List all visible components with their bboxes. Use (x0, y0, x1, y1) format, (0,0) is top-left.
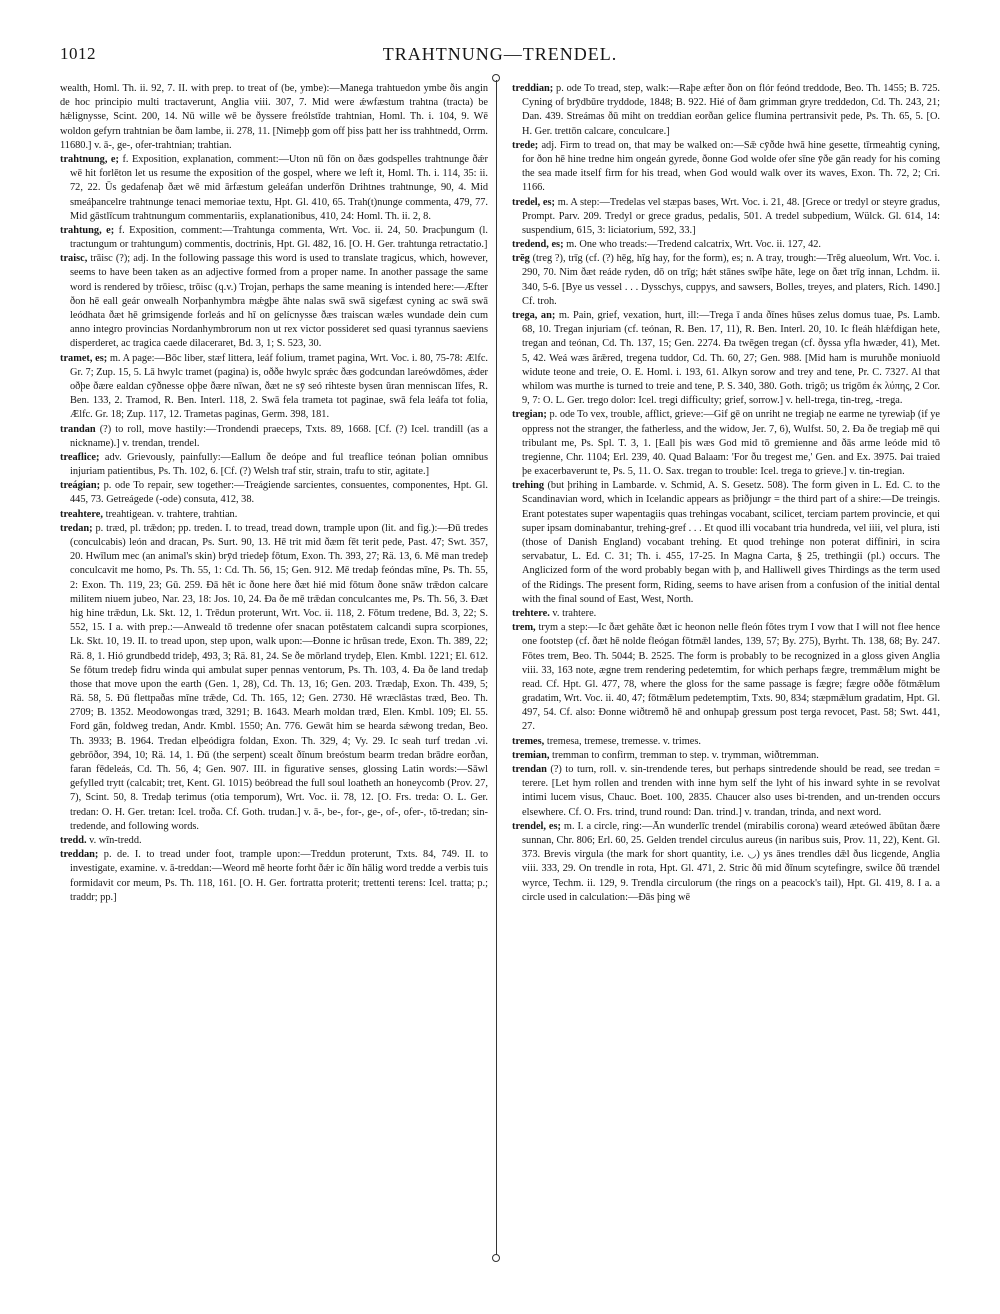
entry-text: p. ode To tread, step, walk:—Raþe æfter ðon on flór feónd treddode, Beo. Th. 1455; B. 725. Cyning of brȳdbūre tryddode, 1848; B. 922. Hié of ðam grimman gryre treddedon, Cd. Th. 243, 21; Dan. 439. Streámas ðū miht on treddian eorðan gelice flumina pertransivit pede, Ps. Th. 65, 5. [O. H. Ger. trettōn calcare, conculcare.] (522, 83, 940, 137)
entry-text: wealth, Homl. Th. ii. 92, 7. II. with prep. to treat of (be, ymbe):—Manega trahtuedon ymbe ðis angin de hoc principio multi tractaverunt, Anglia viii. 307, 7. Mid were ǽwfæstum trahtna (tracta) be hǽlignysse, Scint. 200, 14. Nū wille wē be ðyssere freólstīde trahtnian, Homl. Th. i. 104, 9. Wē woldon gefyrn trahtnian be ðam lambe, ii. 278, 11. [Nimeþþ gom off þiss þatt her iss trahhtnedd, Orrm. 11680.] v. ā-, ge-, ofer-trahtnian; trahtian. (60, 83, 488, 151)
headword: trēg (512, 253, 530, 265)
headword: treaflice; (60, 451, 100, 463)
dictionary-entry (512, 139, 940, 196)
entry-text: v. wīn-tredd. (89, 834, 142, 846)
page-number: 1012 (60, 44, 96, 63)
dictionary-entry (512, 408, 940, 479)
entry-text: adv. Grievously, painfully:—Eallum ðe deópe and ful treaflice teónan þolian omnibus injuriam patientibus, Ps. Th. 102, 6. [Cf. (?) Welsh traf stir, strain, trafu to stir, agitate.] (70, 451, 488, 478)
dictionary-entry (60, 479, 488, 507)
headword: tredend, es; (512, 239, 564, 251)
headword: tremes, (512, 735, 545, 747)
dictionary-entry (60, 252, 488, 351)
entry-text: m. A step:—Tredelas vel stæpas bases, Wrt. Voc. i. 21, 48. [Grece or tredyl or steyre gradus, Prompt. Parv. 209. Tredyl or grece gradus, pedalis, 501. A tredel subpedium, Wülck. Gl. 614, 14: suspendium, 615, 3: liciatorium, 592, 33.] (522, 196, 940, 236)
dictionary-entry (60, 352, 488, 423)
entry-text: trāisc (?); adj. In the following passage this word is used to translate tragicus, which, however, seems to have been taken as an adjective formed from a proper name. In another passage the same word is rendered by trōiesc, trōisc (q.v.) Trojan, perhaps the same meaning is intended here:—Æfter ðon hē eall geár onwealh Norþanhymbra mǽgþe āhte nalas swā swā sigefæst cyning ac swā swā leódhata ðæt hē grimsigende forleás and hī on gelícnysse ðæs traiscan wæles wundade dein cum anno integro provincias Nordanhymbrorum non ut rex victor possideret sed quasi tyrannus saeviens disperderet, ac tragica caede dilaceraret, Bd. 3, 1; S. 523, 30. (70, 253, 488, 350)
dictionary-entry (512, 621, 940, 735)
headword: trendel, es; (512, 820, 561, 832)
dictionary-entry (512, 252, 940, 309)
entry-text: v. trahtere. (552, 607, 597, 619)
entry-text: tremesa, tremese, tremesse. v. trimes. (546, 735, 702, 747)
headword: tredd. (60, 834, 87, 846)
left-column (60, 82, 488, 905)
entry-text: (but þrihing in Lambarde. v. Schmid, A. S. Gesetz. 508). The form given in L. Ed. C. to the Scandinavian word, which in Icelandic appears as þriðjungr = the third part of a shire:—De treingis. Erant potestates super wapentagiis quas trehingas vocabant, scilicet, terciam partem provincie, et qui super ipsam dominabantur, trehing-gref . . . Et quod illi vocabant tria hundreda, vel iiii, vel plura, isti (those of Danish England) vocabant trehing. Et quod trehinge non poterat diffiniri, in scira servabatur, L. Ed. C. 31; Th. i. 455, 17-25. In Magna Carta, § 25, trethingii (pl.) occurs. The Anglicized form of the word probably began with þ, and Halliwell gives Thirdings as the term used of the Ridings. The present form, Riding, seems to have arisen from a confusion of the initial dental with the final sound of East, West, North. (522, 480, 941, 605)
entry-text: trym a step:—Ic ðæt gehāte ðæt ic heonon nelle fleón fōtes trym I vow that I will not flee hence one footstep (cf. ðæt hē nolde fleógan fōtmǣl landes, 139, 57; By. 275), Byrht. Th. 138, 68; By. 247. Fōtes trem, Beo. Th. 5044; B. 2525. The form is probably to be recognized in a gloss given Anglia viii. 33, 163 note, ægne trem rendering pedetemtim, for which perhaps fægre, tremmǣlum might be read. Cf. Hpt. Gl. 477, 78, where the gloss for the same passage is fægre; fægre oððe fōtmǣlum gradatim, Wrt. Voc. ii. 40, 47; fōtmǣlum pedetemptim, Txts. 90, 834; stæpmǣlum gradatim, Hpt. Gl. 497, 54. Cf. also: Ðonne wiðtremð hē and onhupaþ gressum post terga revocet, Past. 58; Swt. 441, 27. (522, 622, 941, 733)
dictionary-entry (60, 224, 488, 252)
entry-text: m. I. a circle, ring:—Ān wunderlīc trendel (mirabilis corona) weard æteówed ābūtan ðære sunnan, Chr. 806; Erl. 60, 25. Gelden trendel circulus aureus (in naribus suis, Prov. 11, 22), Kent. Gl. 373. Brevis virgula (the mark for short quantity, i.e. ◡) ys ānes trendles dǣl ðus licgende, Anglia viii. 333, 29. On trendle in rota, Hpt. Gl. 471, 2. Stric ðū mid ðīnum scytefingre, swilce ðū trændel wyrce, Techm. ii. 129, 9. Trendla circulorum (the rings on a peacock's tail), Hpt. Gl. 419, 8. I a. a circle used in calculation:—Ðās þing wē (522, 820, 940, 903)
column-rule (496, 80, 497, 1255)
headword: treddian; (512, 83, 554, 94)
dictionary-entry (512, 763, 940, 820)
dictionary-entry (512, 479, 940, 607)
headword: trega, an; (512, 310, 556, 321)
page-header (60, 44, 940, 70)
entry-text: p. de. I. to tread under foot, trample upon:—Treddun proterunt, Txts. 84, 749. II. to investigate, examine. v. ā-treddan:—Weord mē heorte forht ðǽr ic ðīn hālig word tredde a verbis tuis formidavit cor meum, Ps. Th. 118, 161. [O. H. Ger. fortratta proterit; trettenti terens: Icel. tratta; p.; traddr; pp.] (70, 849, 488, 903)
headword: tredan; (60, 522, 93, 534)
entry-text: treahtigean. v. trahtere, trahtian. (105, 508, 238, 520)
dictionary-entry (512, 238, 940, 252)
headword: tredel, es; (512, 196, 555, 208)
entry-text: (?) to turn, roll. v. sin-trendende teres, but perhaps sintredende should be read, see tredan = terere. [Let hym rollen and trenden with inne hym self the lyht of his inward syhte in se revolvat intimi lucem visus, Chauc. Boet. 100, 2835. Chaucer also uses bi-trenden, and un-trenden occurs elsewhere. Cf. O. Frs. trind, trund round: Dan. trind.] v. trandan, trinda, and next word. (522, 764, 940, 818)
headword: trendan (512, 764, 547, 775)
dictionary-entry (512, 82, 940, 139)
running-title: TRAHTNUNG—TRENDEL. (382, 44, 618, 64)
headword: trem, (512, 622, 536, 634)
headword: trehtere. (512, 607, 550, 619)
entry-text: f. Exposition, explanation, comment:—Uton nū fōn on ðæs godspelles trahtnunge ðǽr wē hit forlēton let us resume the exposition of the gospel, where we left it, Homl. Th. i. 114, 35: ii. 72, 22. Ūs gedafenaþ ðæt wē mid ārfæstum geleáfan underfōn Drihtnes trahtnunge, 90, 4. Mid smeáþancelre trahtnunge tenaci memoriae textu, Hpt. Gl. 410, 65. Trah(t)nunge commenta, 479, 77. Mid gāstlīcum trahtnungum commentariis, explanationibus, 410, 24: Homl. Th. ii. 2, 8. (70, 153, 489, 222)
entry-text: (treg ?), trīg (cf. (?) hēg, hīg hay, for the form), es; n. A tray, trough:—Trēg alueolum, Wrt. Voc. i. 290, 70. Nim ðæt reáde ryden, dō on trīg; hǽt stānes swīþe hāte, lege on ðæt trīg innan, Lchdm. ii. 340, 5-6. [Bye us vessel . . . Dysschys, cuppys, and sawsers, Bolles, treyes, and platers, Rich. 1490.] Cf. troh. (522, 253, 940, 307)
headword: traisc, (60, 253, 88, 265)
headword: treahtere, (60, 508, 103, 520)
dictionary-entry (512, 749, 940, 763)
dictionary-entry (60, 848, 488, 905)
entry-text: (?) to roll, move hastily:—Trondendi praeceps, Txts. 89, 1668. [Cf. (?) Icel. trandill (as a nickname).] v. trendan, trendel. (70, 423, 488, 449)
entry-text: adj. Firm to tread on, that may be walked on:—Sǣ cȳðde hwā hine gesette, tīrmeahtig cyning, for ðon hē hine tredne him ongeán gyrede, ðonne God wolde ofer sīne ȳðe gān ready for his coming the sea made itself firm for his tread, when God would walk over its waves, Exon. Th. 72, 2; Cri. 1166. (522, 139, 941, 194)
dictionary-entry (512, 309, 940, 408)
entry-text: m. Pain, grief, vexation, hurt, ill:—Trega ī anda ðīnes hūses zelus domus tuae, Ps. Lamb. 68, 10. Tregan injuriam (cf. teónan, R. Ben. 17, 11), R. Ben. Interl. 20, 10. Ic fleáh hlǽfdigan hete, tregan and teónan, Cd. Th. 137, 15; Gen. 2274. Ða twēgen tregan (cf. ðyssa yfla hwæder, 41), Met. 5, 42. Weá wæs ārǣred, tregena tuddor, Cd. Th. 60, 27; Gen. 988. [Mid ham is muruhðe moniuold widute teone and treie, O. E. Homl. i. 193, 61. Alkyn sorow and trey and tene, Pr. C. 7327. Al that whilom was murthe is turned to treie and tene, P. S. 340, 380. Goth. trigō; us trigōm ἐκ λύπης, 2 Cor. 9, 7: O. L. Ger. trego dolor: Icel. tregi difficulty; grief, sorrow.] v. hell-trega, tin-treg, -trega. (522, 310, 941, 407)
entry-text: m. A page:—Bōc liber, stæf littera, leáf folium, tramet pagina, Wrt. Voc. i. 80, 75-78: Ælfc. Gr. 7; Zup. 15, 5. Lā hwylc tramet (pagina) is, oððe hwylc sprǽc ðæs godcundan lareówdōmes, ǽder oðþe ðære ealdan cȳðnesse oþþe ðære nīwan, ðæt ne sȳ seó rihteste bysen ūran menniscan līfes, R. Ben. 133, 2. Tramod, R. Ben. Interl. 118, 2. Swā fela trameta tot paginae, swā fela leáfa tot folia, Ælfc. Gr. 18; Zup. 117, 12. Trametas paginas, Germ. 398, 181. (70, 352, 489, 421)
dictionary-entry (60, 451, 488, 479)
column-rule-ornament-bottom (490, 1252, 502, 1264)
headword: trahtnung, e; (60, 153, 119, 165)
entry-text: p. ode To repair, sew together:—Treágiende sarcientes, consuentes, componentes, Hpt. Gl. 445, 73. Getreágede (-ode) consuta, 412, 38. (70, 480, 488, 506)
headword: trahtung, e; (60, 224, 115, 236)
headword: tramet, es; (60, 352, 108, 364)
dictionary-entry (512, 196, 940, 239)
headword: trede; (512, 139, 539, 151)
entry-text: p. træd, pl. trǣdon; pp. treden. I. to tread, tread down, trample upon (lit. and fig.):—Ðū tredes (conculcabis) león and dracan, Ps. Surt. 90, 13. Hē trit mid ðæm fēt terit pede, Past. 47; Swt. 357, 20. Hwīlum mec (an animal's skin) brȳd triedeþ fōtum, Exon. Th. 393, 27; Rä. 13, 6. Mē man tredeþ conculcavit me homo, Ps. Th. 55, 1: Cd. Th. 56, 15; Gen. 912. Mē tredaþ feóndas mīne, Ps. Th. 55, 2: Exon. Th. 119, 23; Gū. 259. Ðā hēt ic ðone here ðæt hié mid fōtum ðone snāw trǣdon calcare militem niuem jubeo, Nar. 23, 18: Jos. 10, 24. Ða ðe mē trǣdan conculcantes me, Ps. Th. 56, 3. Ðæt hig hine trǣdun, Lk. Skt. 12, 1. Trēdun proterunt, Wrt. Voc. ii. 118, 2. Fōtum tredene, Bd. 3, 22; S. 552, 15. I a. with prep.:—Anweald tō tredenne ofer snacan potēstatem calcandi supra scorpiones, Lk. Skt. 10, 19. II. to tread upon, step upon, walk upon:—Ðonne ic hrūsan trede, Exon. Th. 389, 22; Rä. 8, 1. Hió grundbedd trideþ, 493, 3; Rä. 81, 24. Se ðe mōrland trydeþ, Elen. Kmbl. 1221; El. 612. Se fōtum tredeþ fidru winda qui ambulat super pennas ventorum, Ps. Th. 103, 4. Ða ðe land tredaþ those that move upon the earth (Gen. 1, 28), Cd. Th. 13, 16; Gen. 203. Trædaþ, Exon. Th. 439, 5; Rä. 58, 5. Ðū flettpaðas mīne trǣde, Cd. Th. 165, 12; Gen. 2730. Hē wræclāstas træd, Beo. Th. 2709; B. 1352. Meodowongas træd, 3291; B. 1643. Mearh moldan træd, Elen. Kmbl. 109; El. 55. Ford gān, foldweg tredan, Andr. Kmbl. 1550; An. 776. Gewāt him se hearda sǽwong tredan, Beo. Th. 3933; B. 1964. Tredan elþeódigra foldan, Exon. Th. 329, 4; Vy. 29. Ic seah turf tredan .vi. gebrōðor, 394, 10; Rä. 14, 1. Ðū (the serpent) scealt ðīnum breóstum bearm tredan brādre eorðan, faran fēdeleás, Cd. Th. 56, 4; Gen. 907. III. in figurative senses, glossing Latin words:—Sāwl gefylled trytt (calcabit; tret, Kent. Gl. 1015) beóbread the full soul loatheth an honeycomb (Prov. 27, 7), Scint. 50, 8. Tredaþ terimus (otia temporum), Wrt. Voc. ii. 78, 12. [O. Frs. treda: O. L. Ger. tredan: O. H. Ger. tretan: Icel. troða. Cf. Goth. trudan.] v. ā-, be-, for-, ge-, of-, ofer-, tō-tredan; sin-tredende, and following words. (70, 522, 488, 832)
dictionary-entry (60, 508, 488, 522)
headword: tregian; (512, 409, 547, 421)
headword: trandan (60, 423, 96, 435)
dictionary-entry (60, 82, 488, 153)
dictionary-entry (60, 423, 488, 451)
entry-text: f. Exposition, comment:—Trahtunga commenta, Wrt. Voc. ii. 24, 50. Þracþungum (l. tractungum or trahtungum) commentis, doctrinis, Hpt. Gl. 482, 16. [O. H. Ger. trahtunga retractatio.] (70, 224, 488, 251)
dictionary-entry (60, 834, 488, 848)
headword: treágian; (60, 480, 101, 492)
headword: trehing (512, 480, 544, 492)
entry-text: p. ode To vex, trouble, afflict, grieve:—Gif gē on unriht ne tregiaþ ne earme ne tyrewiaþ (if ye oppress not the stranger, the fatherless, and the widow, Jer. 7, 6), Wulfst. 50, 2. Ða ðe tregiaþ mē qui tribulant me, Ps. Spl. T. 3, 1. [Eall þis wæs God mid tō gremienne and ðās arme leóde mid tō tregienne, Chr. 1104; Erl. 239, 40. Quad Balaam: 'For ðu tregest me,' Gen. and Ex. 3975. Þai traied þe exacerbaverunt te, Ps. 5, 11. O. Sax. tregan to trouble: Icel. trega to grieve.] v. tin-tregian. (522, 409, 940, 478)
dictionary-entry (60, 522, 488, 834)
right-column (512, 82, 940, 905)
dictionary-entry (512, 607, 940, 621)
entry-text: m. One who treads:—Tredend calcatrix, Wrt. Voc. ii. 127, 42. (566, 239, 822, 251)
headword: treddan; (60, 849, 99, 861)
dictionary-entry (60, 153, 488, 224)
dictionary-entry (512, 820, 940, 905)
entry-text: tremman to confirm, tremman to step. v. trymman, wiðtremman. (552, 749, 819, 761)
headword: tremian, (512, 749, 550, 761)
dictionary-entry (512, 735, 940, 749)
